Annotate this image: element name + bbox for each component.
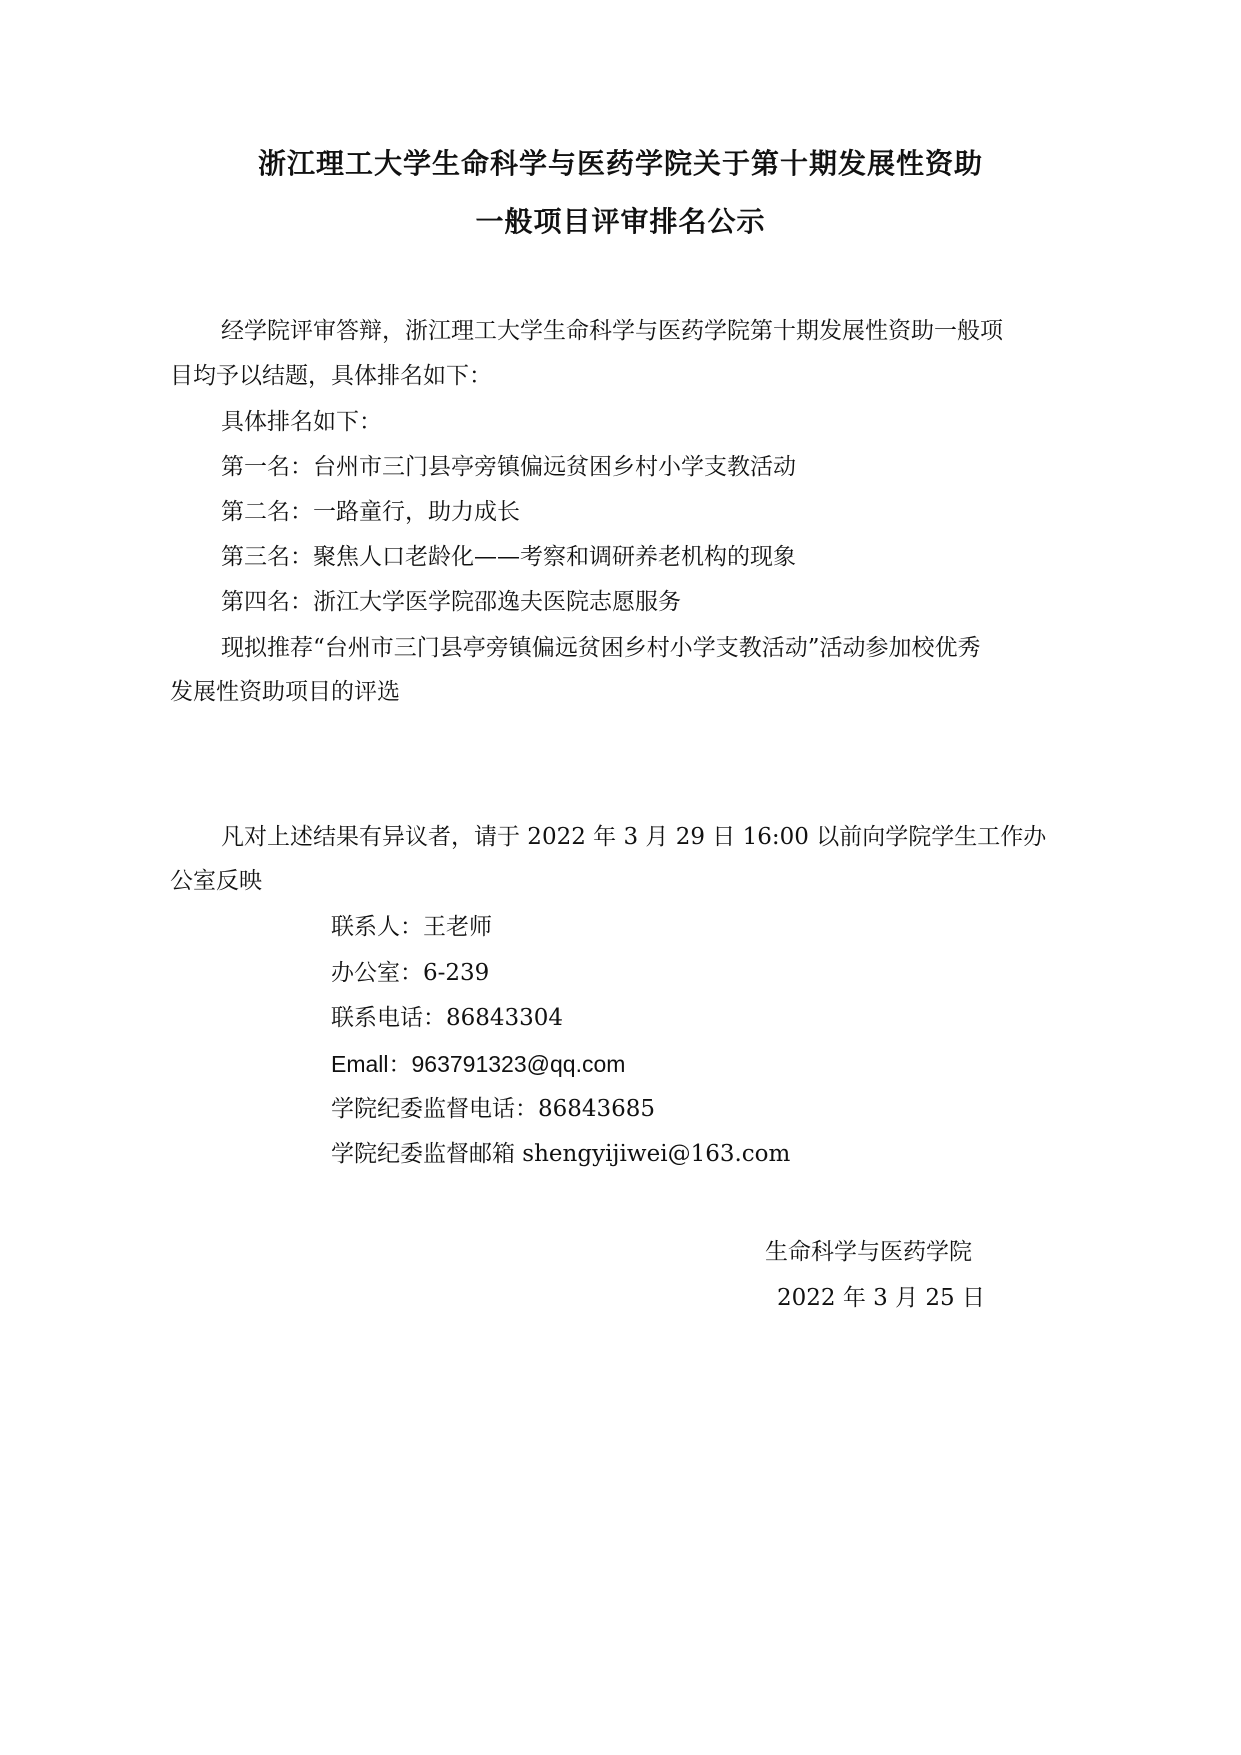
intro-line-1: 经学院评审答辩，浙江理工大学生命科学与医药学院第十期发展性资助一般项 [221,318,1003,344]
contact-person: 联系人：王老师 [331,914,492,940]
signature-organization: 生命科学与医药学院 [765,1239,972,1265]
recommendation-line-2: 发展性资助项目的评选 [170,679,400,705]
intro-line-2: 目均予以结题，具体排名如下： [170,363,492,389]
discipline-phone: 学院纪委监督电话：86843685 [331,1096,656,1122]
ranking-item-4: 第四名：浙江大学医学院邵逸夫医院志愿服务 [221,589,681,615]
signature-date: 2022 年 3 月 25 日 [777,1285,985,1311]
ranking-item-1: 第一名：台州市三门县亭旁镇偏远贫困乡村小学支教活动 [221,454,796,480]
objection-line-2: 公室反映 [170,868,262,894]
ranking-item-2: 第二名：一路童行，助力成长 [221,499,520,525]
office-number: 办公室：6-239 [331,960,490,986]
ranking-item-3: 第三名：聚焦人口老龄化——考察和调研养老机构的现象 [221,544,796,570]
document-title-line-2: 一般项目评审排名公示 [475,205,766,238]
objection-line-1: 凡对上述结果有异议者，请于 2022 年 3 月 29 日 16:00 以前向学院学生工作办 [221,824,1047,850]
ranking-heading: 具体排名如下： [221,409,382,435]
contact-phone: 联系电话：86843304 [331,1005,564,1031]
document-title-line-1: 浙江理工大学生命科学与医药学院关于第十期发展性资助 [257,147,983,180]
contact-email: Emall：963791323@qq.com [331,1051,626,1077]
discipline-email: 学院纪委监督邮箱 shengyijiwei@163.com [331,1141,791,1167]
recommendation-line-1: 现拟推荐“台州市三门县亭旁镇偏远贫困乡村小学支教活动”活动参加校优秀 [221,635,981,661]
